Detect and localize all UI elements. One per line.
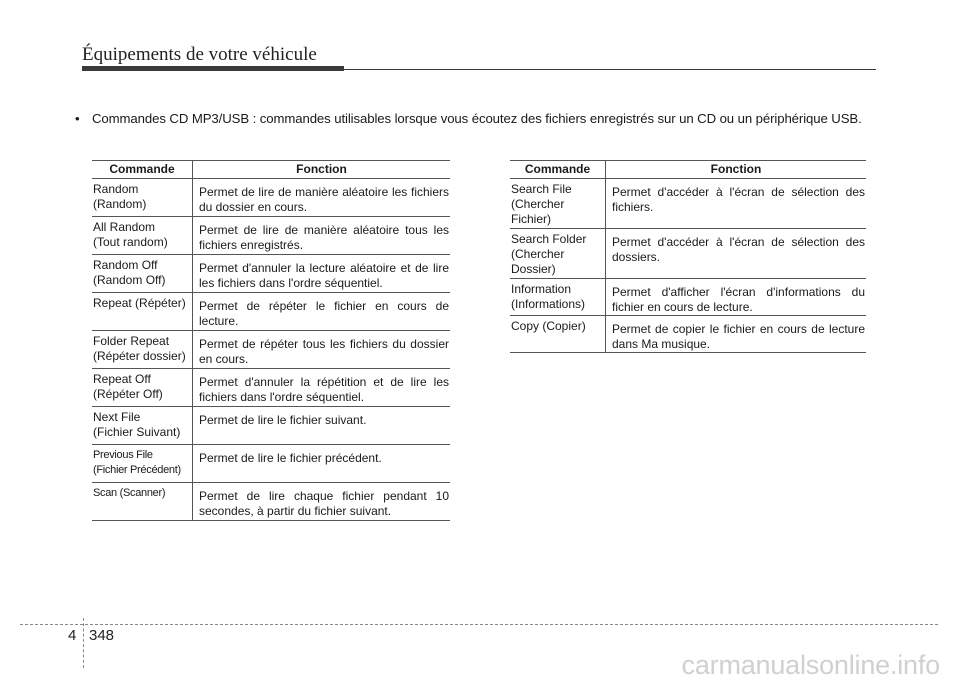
table-row xyxy=(510,316,866,353)
command-cell xyxy=(92,483,193,521)
command-translation: (Répéter Off) xyxy=(93,387,163,401)
column-header-command: Commande xyxy=(92,161,193,179)
header-rule-thin xyxy=(344,69,876,70)
command-translation: (Chercher xyxy=(511,247,565,261)
command-cell xyxy=(92,255,193,293)
table-row xyxy=(92,255,450,293)
page-number: 348 xyxy=(89,627,115,644)
function-cell: Permet de lire le fichier précédent. xyxy=(193,445,451,483)
table-row xyxy=(92,331,450,369)
table-row xyxy=(92,483,450,521)
function-cell: Permet d'accéder à l'écran de sélection des fichiers. xyxy=(606,179,867,229)
chapter-number: 4 xyxy=(68,627,77,644)
command-name: Previous File xyxy=(93,449,153,461)
function-cell: Permet de lire chaque fichier pendant 10 secondes, à partir du fichier suivant. xyxy=(193,483,451,521)
command-cell xyxy=(92,217,193,255)
command-translation: (Fichier Précédent) xyxy=(93,464,181,476)
command-translation: (Tout random) xyxy=(93,235,168,249)
commands-table-right xyxy=(510,160,866,353)
command-translation: (Fichier Suivant) xyxy=(93,425,181,439)
command-name: Repeat (Répéter) xyxy=(93,296,186,310)
function-cell: Permet de lire de manière aléatoire tous les fichiers enregistrés. xyxy=(193,217,451,255)
function-cell: Permet d'accéder à l'écran de sélection des dossiers. xyxy=(606,229,867,279)
command-name: Folder Repeat xyxy=(93,334,170,348)
command-cell xyxy=(510,316,606,353)
function-cell: Permet de lire de manière aléatoire les fichiers du dossier en cours. xyxy=(193,179,451,217)
command-cell xyxy=(92,331,193,369)
function-cell: Permet de lire le fichier suivant. xyxy=(193,407,451,445)
command-name: Information xyxy=(511,282,572,296)
command-name: All Random xyxy=(93,220,156,234)
command-translation: (Chercher xyxy=(511,197,565,211)
watermark-text: carmanualsonline.info xyxy=(681,650,940,680)
footer-dashed-divider xyxy=(83,618,84,668)
command-translation: (Random Off) xyxy=(93,273,166,287)
header-rule-thick xyxy=(82,66,344,71)
table-row xyxy=(510,229,866,279)
bullet-icon: • xyxy=(75,111,80,126)
table-row xyxy=(510,279,866,316)
command-name: Copy (Copier) xyxy=(511,319,586,333)
command-translation: (Informations) xyxy=(511,297,586,311)
command-translation-cont: Fichier) xyxy=(511,212,552,226)
intro-paragraph xyxy=(75,111,880,127)
command-translation: (Random) xyxy=(93,197,147,211)
function-cell: Permet de répéter tous les fichiers du dossier en cours. xyxy=(193,331,451,369)
command-name: Search File xyxy=(511,182,572,196)
column-header-command: Commande xyxy=(510,161,606,179)
command-cell xyxy=(92,369,193,407)
footer-dashed-rule xyxy=(20,624,938,625)
command-cell xyxy=(92,293,193,331)
command-name: Next File xyxy=(93,410,141,424)
table-row xyxy=(510,179,866,229)
command-name: Scan (Scanner) xyxy=(93,487,166,499)
page-header-title: Équipements de votre véhicule xyxy=(82,44,317,65)
command-translation: (Répéter dossier) xyxy=(93,349,186,363)
intro-text: Commandes CD MP3/USB : commandes utilisables lorsque vous écoutez des fichiers enregistrés sur un CD ou un périphérique USB. xyxy=(92,111,862,126)
command-cell xyxy=(510,279,606,316)
table-row xyxy=(92,445,450,483)
command-name: Search Folder xyxy=(511,232,587,246)
table-row xyxy=(92,369,450,407)
function-cell: Permet de répéter le fichier en cours de lecture. xyxy=(193,293,451,331)
function-cell: Permet d'annuler la répétition et de lire les fichiers dans l'ordre séquentiel. xyxy=(193,369,451,407)
function-cell: Permet de copier le fichier en cours de lecture dans Ma musique. xyxy=(606,316,867,353)
command-name: Random Off xyxy=(93,258,158,272)
command-cell xyxy=(510,179,606,229)
function-cell: Permet d'annuler la lecture aléatoire et de lire les fichiers dans l'ordre séquentiel. xyxy=(193,255,451,293)
command-name: Repeat Off xyxy=(93,372,151,386)
table-row xyxy=(92,407,450,445)
column-header-function: Fonction xyxy=(606,161,867,179)
command-name: Random xyxy=(93,182,139,196)
command-translation-cont: Dossier) xyxy=(511,262,556,276)
command-cell xyxy=(510,229,606,279)
command-cell xyxy=(92,445,193,483)
command-cell xyxy=(92,179,193,217)
table-row xyxy=(92,217,450,255)
table-row xyxy=(92,293,450,331)
column-header-function: Fonction xyxy=(193,161,451,179)
command-cell xyxy=(92,407,193,445)
commands-table-left xyxy=(92,160,450,521)
table-row xyxy=(92,179,450,217)
function-cell: Permet d'afficher l'écran d'informations du fichier en cours de lecture. xyxy=(606,279,867,316)
